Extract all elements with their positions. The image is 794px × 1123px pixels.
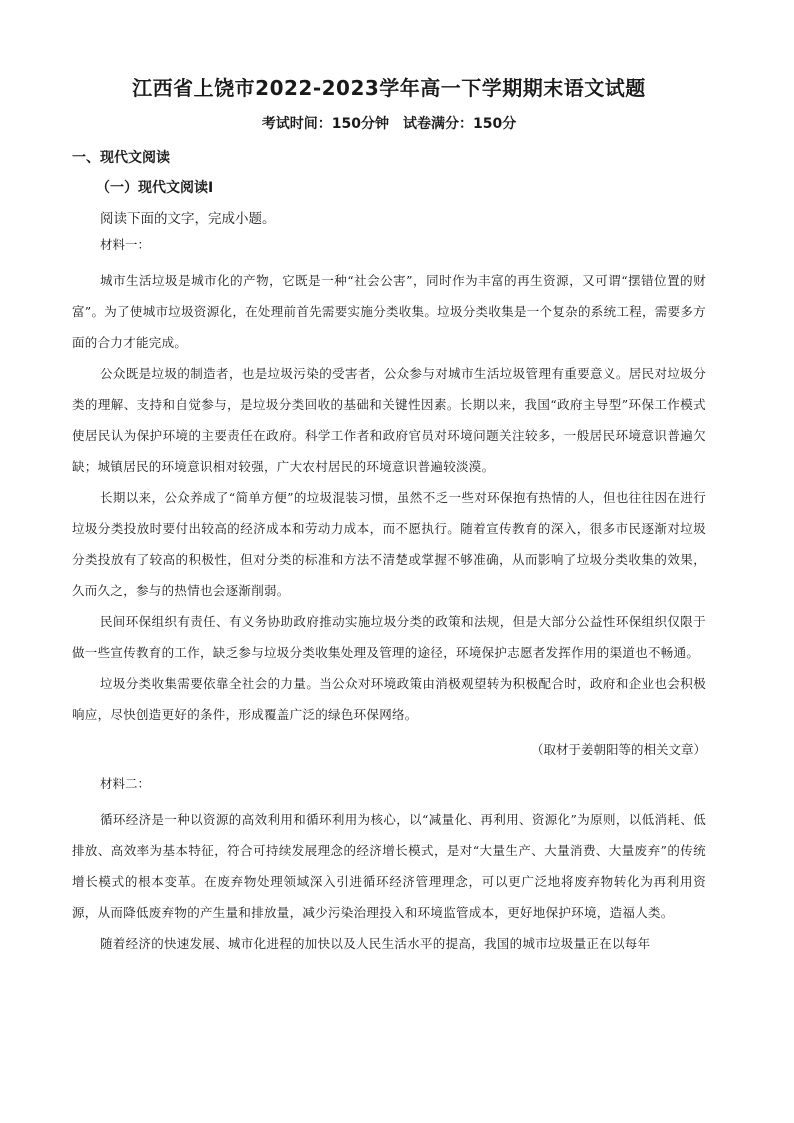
material1-paragraph: 垃圾分类收集需要依靠全社会的力量。当公众对环境政策由消极观望转为积极配合时，政府和企业也会积极响应，尽快创造更好的条件，形成覆盖广泛的绿色环保网络。 — [72, 676, 706, 722]
material2-label: 材料二： — [100, 776, 151, 791]
exam-title: 江西省上饶市2022-2023学年高一下学期期末语文试题 — [132, 76, 646, 100]
section-heading: 一、现代文阅读 — [72, 150, 170, 166]
material1-paragraph: 城市生活垃圾是城市化的产物，它既是一种“社会公害”，同时作为丰富的再生资源，又可谓“摆错位置的财富”。为了使城市垃圾资源化，在处理前首先需要实施分类收集。垃圾分类收集是一个复杂的系统工程，需要多方面的合力才能完成。 — [72, 273, 706, 350]
material1-source: （取材于姜朝阳等的相关文章） — [530, 742, 706, 757]
reading-instruction: 阅读下面的文字，完成小题。 — [100, 211, 276, 227]
material1-label: 材料一： — [100, 237, 151, 252]
material1-paragraph: 长期以来，公众养成了“简单方便”的垃圾混装习惯，虽然不乏一些对环保抱有热情的人，但也往往因在进行垃圾分类投放时要付出较高的经济成本和劳动力成本，而不愿执行。随着宣传教育的深入，很多市民逐渐对垃圾分类投放有了较高的积极性，但对分类的标准和方法不清楚或掌握不够准确，从而影响了垃圾分类收集的效果，久而久之，参与的热情也会逐渐削弱。 — [72, 490, 706, 598]
material2-paragraph: 循环经济是一种以资源的高效利用和循环利用为核心，以“减量化、再利用、资源化”为原则，以低消耗、低排放、高效率为基本特征，符合可持续发展理念的经济增长模式，是对“大量生产、大量消费、大量废弃”的传统增长模式的根本变革。在废弃物处理领域深入引进循环经济管理理念，可以更广泛地将废弃物转化为再利用资源，从而降低废弃物的产生量和排放量，减少污染治理投入和环境监管成本，更好地保护环境，造福人类。 — [72, 812, 706, 920]
material2-paragraph: 随着经济的快速发展、城市化进程的加快以及人民生活水平的提高，我国的城市垃圾量正在以每年 — [100, 936, 651, 951]
material1-paragraph: 公众既是垃圾的制造者，也是垃圾污染的受害者，公众参与对城市生活垃圾管理有重要意义。居民对垃圾分类的理解、支持和自觉参与，是垃圾分类回收的基础和关键性因素。长期以来，我国“政府主导型”环保工作模式使居民认为保护环境的主要责任在政府。科学工作者和政府官员对环境问题关注较多，一般居民环境意识普遍欠缺；城镇居民的环境意识相对较强，广大农村居民的环境意识普遍较淡漠。 — [72, 366, 706, 474]
material1-paragraph: 民间环保组织有责任、有义务协助政府推动实施垃圾分类的政策和法规，但是大部分公益性环保组织仅限于做一些宣传教育的工作，缺乏参与垃圾分类收集处理及管理的途径，环境保护志愿者发挥作用的渠道也不畅通。 — [72, 614, 706, 660]
subsection-heading: （一）现代文阅读I — [96, 180, 214, 196]
exam-time-and-score: 考试时间：150分钟 试卷满分：150分 — [261, 116, 517, 132]
